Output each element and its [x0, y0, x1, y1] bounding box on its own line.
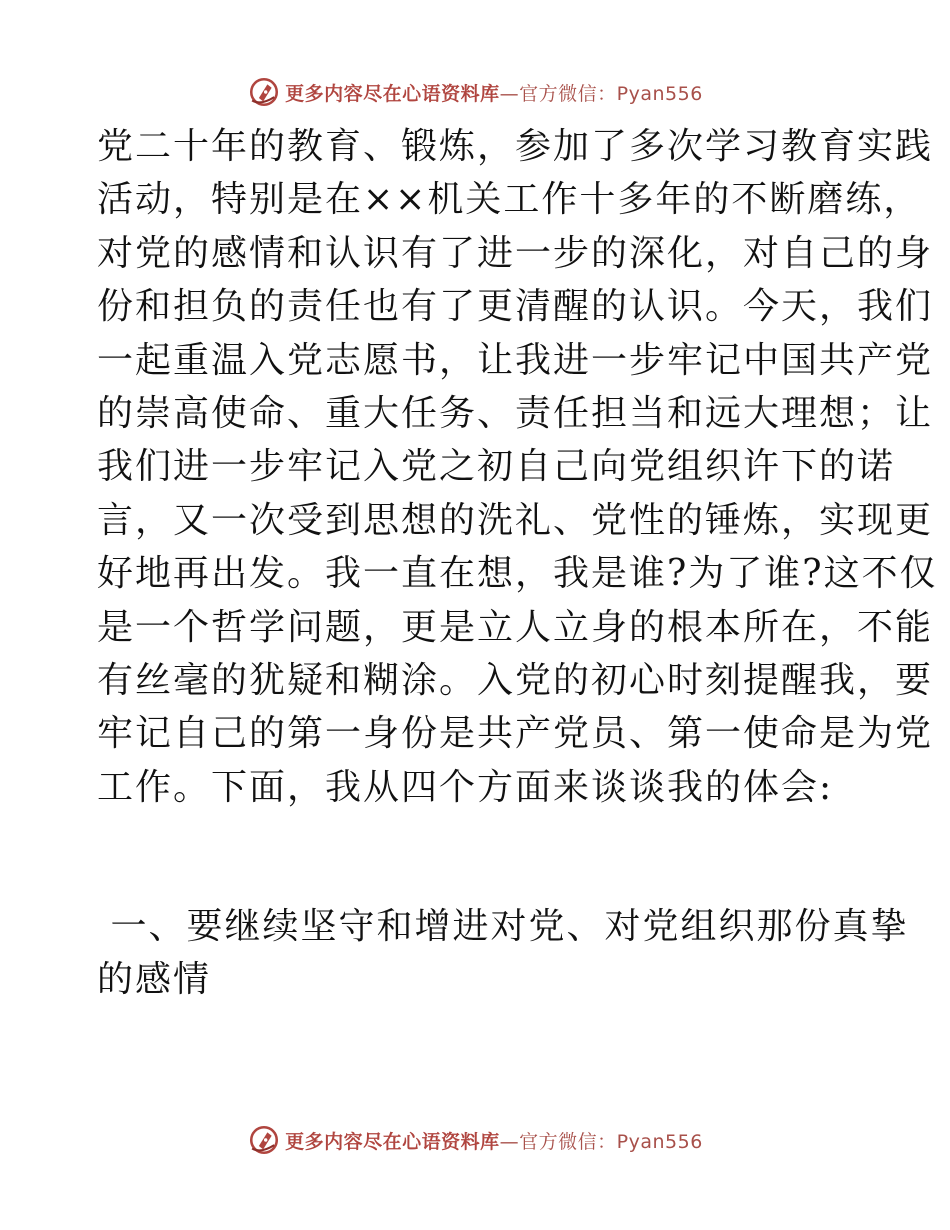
heading-line: 一、要继续坚守和增进对党、对党组织那份真挚	[97, 906, 909, 947]
text-line: 言，又一次受到思想的洗礼、党性的锤炼，实现更	[97, 499, 934, 541]
text-line: 党二十年的教育、锻炼，参加了多次学习教育实践	[97, 126, 934, 167]
footer-banner	[0, 1120, 950, 1160]
text-line: 工作。下面，我从四个方面来谈谈我的体会:	[97, 766, 834, 808]
text-line: 我们进一步牢记入党之初自己向党组织许下的诺	[97, 446, 896, 488]
text-line: 是一个哲学问题，更是立人立身的根本所在，不能	[97, 606, 934, 648]
text-line: 的崇高使命、重大任务、责任担当和远大理想；让	[97, 392, 934, 434]
text-line: 牢记自己的第一身份是共产党员、第一使命是为党	[97, 713, 934, 755]
heading-line: 的感情	[97, 959, 212, 1001]
banner-wechat: 官方微信：Pyan556	[519, 1130, 703, 1153]
header-banner	[0, 72, 950, 112]
section-heading	[97, 900, 909, 1007]
text-line: 对党的感情和认识有了进一步的深化，对自己的身	[97, 232, 934, 274]
pen-nib-circle-icon	[247, 75, 281, 109]
text-line: 好地再出发。我一直在想，我是谁?为了谁?这不仅	[97, 553, 938, 595]
text-line: 活动，特别是在××机关工作十多年的不断磨练，	[97, 179, 922, 221]
pen-nib-circle-icon	[247, 1123, 281, 1157]
banner-wechat: 官方微信：Pyan556	[519, 82, 703, 105]
banner-text	[285, 79, 703, 106]
text-line: 有丝毫的犹疑和糊涂。入党的初心时刻提醒我，要	[97, 659, 934, 701]
banner-dash: —	[499, 82, 520, 105]
banner-title: 更多内容尽在心语资料库	[285, 1130, 500, 1153]
text-line: 份和担负的责任也有了更清醒的认识。今天，我们	[97, 286, 934, 328]
banner-dash: —	[499, 1130, 520, 1153]
text-line: 一起重温入党志愿书，让我进一步牢记中国共产党	[97, 339, 934, 381]
banner-text	[285, 1127, 703, 1154]
banner-title: 更多内容尽在心语资料库	[285, 82, 500, 105]
body-paragraph	[97, 120, 938, 814]
